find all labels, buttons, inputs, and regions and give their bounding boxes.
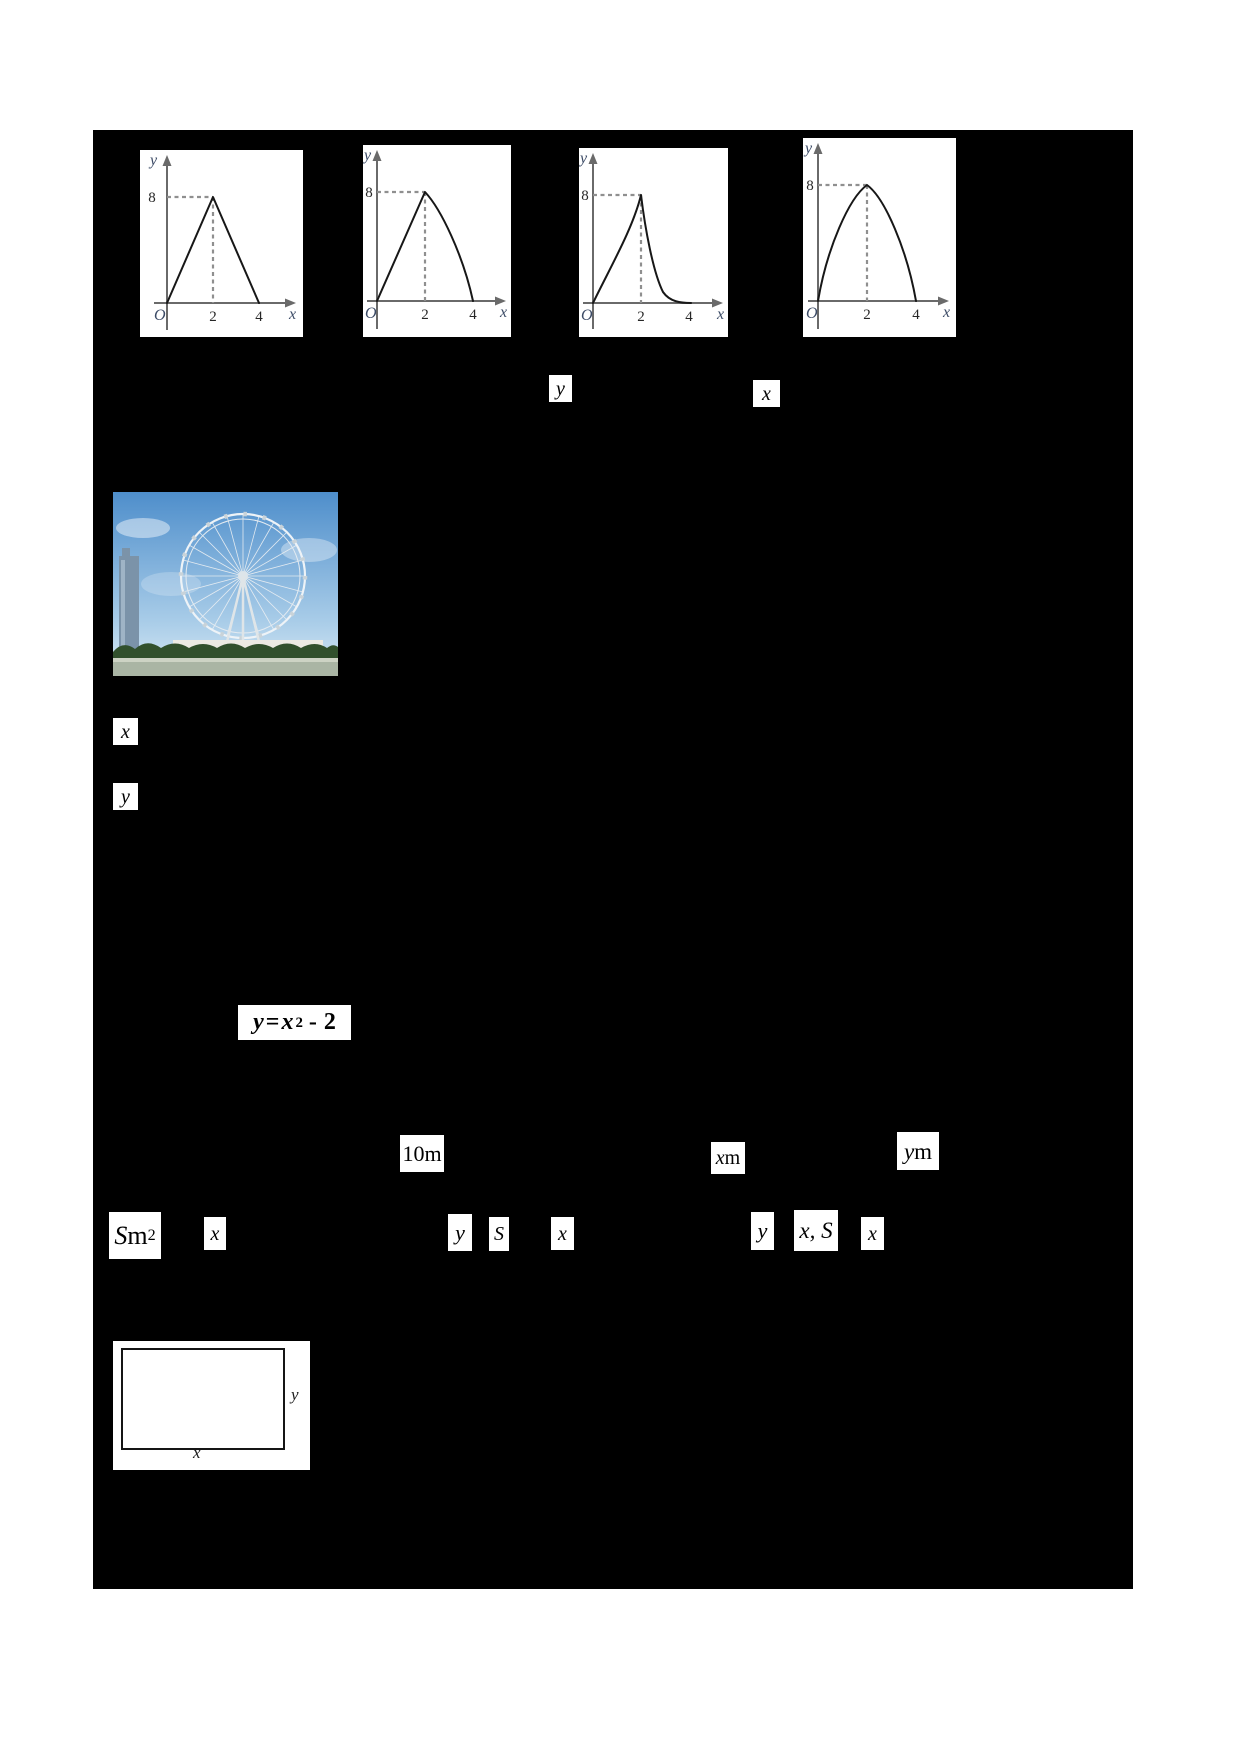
option-graph-3: [579, 148, 728, 337]
y-axis-label: y: [580, 150, 588, 167]
ym-var: y: [903, 1138, 915, 1164]
y-tick-8: 8: [581, 188, 589, 204]
rectangle-diagram: [113, 1341, 310, 1470]
formula-lhs: y: [253, 1009, 264, 1035]
formula-operator: -: [308, 1009, 317, 1035]
formula-equals: =: [265, 1009, 280, 1035]
ym-unit: m: [914, 1138, 933, 1164]
x-tick-4: 4: [469, 307, 477, 323]
token-y1: y: [448, 1214, 472, 1251]
x-tick-4: 4: [255, 309, 263, 325]
y-tick-8: 8: [365, 185, 373, 201]
x-tick-2: 2: [421, 307, 429, 323]
token-x2: x: [551, 1217, 574, 1250]
token-x-comma-S: x, S: [794, 1210, 838, 1251]
rectangle-shape: [121, 1348, 285, 1450]
origin-label: O: [806, 305, 818, 322]
y-axis-arrow-icon: [163, 155, 172, 166]
x-axis-label: x: [717, 306, 725, 323]
origin-label: O: [581, 307, 593, 324]
inline-var-x: x: [753, 380, 780, 407]
token-S1: S: [489, 1217, 509, 1251]
option-graph-2: [363, 145, 511, 337]
s-var: S: [114, 1220, 128, 1250]
s-unit: m: [127, 1220, 148, 1250]
option-graph-1: [140, 150, 303, 337]
formula-base: x: [281, 1009, 294, 1035]
y-axis-arrow-icon: [814, 143, 823, 154]
x-tick-4: 4: [685, 309, 693, 325]
ferris-wheel-photo: [113, 492, 338, 676]
inline-var-y: y: [549, 375, 572, 402]
x-axis-label: x: [943, 304, 951, 321]
ten-unit: m: [424, 1140, 442, 1166]
token-x3: x: [861, 1217, 884, 1250]
y-tick-8: 8: [806, 178, 814, 194]
x-axis-label: x: [500, 304, 508, 321]
y-tick-8: 8: [148, 190, 156, 206]
rect-height-label: y: [291, 1385, 299, 1404]
margin-var-x: x: [113, 718, 138, 745]
formula-constant: 2: [323, 1009, 336, 1035]
token-xm: [711, 1142, 745, 1174]
rect-width-label: x: [193, 1443, 201, 1462]
y-axis-arrow-icon: [373, 150, 382, 161]
origin-label: O: [365, 305, 377, 322]
x-tick-2: 2: [637, 309, 645, 325]
xm-var: x: [715, 1147, 725, 1169]
token-ym: [897, 1132, 939, 1170]
option-graph-4: [803, 138, 956, 337]
x-axis-label: x: [289, 306, 297, 323]
graph-3-plot: [579, 148, 728, 337]
y-axis-arrow-icon: [589, 153, 598, 164]
token-10m: [400, 1135, 444, 1172]
x-tick-4: 4: [912, 307, 920, 323]
y-axis-label: y: [150, 152, 158, 169]
graph-4-plot: [803, 138, 956, 337]
ten-value: 10: [402, 1140, 425, 1166]
ferris-wheel-illustration: [113, 492, 338, 676]
xm-unit: m: [724, 1147, 741, 1169]
waterfront: [113, 662, 338, 676]
y-axis-label: y: [805, 140, 813, 157]
margin-var-y: y: [113, 783, 138, 810]
token-x1: x: [204, 1217, 226, 1250]
y-axis-label: y: [364, 147, 372, 164]
x-tick-2: 2: [863, 307, 871, 323]
token-Sm2: S m 2: [109, 1212, 161, 1259]
formula-box: y = x 2 - 2: [238, 1005, 351, 1040]
origin-label: O: [154, 307, 166, 324]
token-y2: y: [751, 1212, 774, 1250]
graph-1-plot: [140, 150, 303, 337]
x-tick-2: 2: [209, 309, 217, 325]
graph-2-plot: [363, 145, 511, 337]
